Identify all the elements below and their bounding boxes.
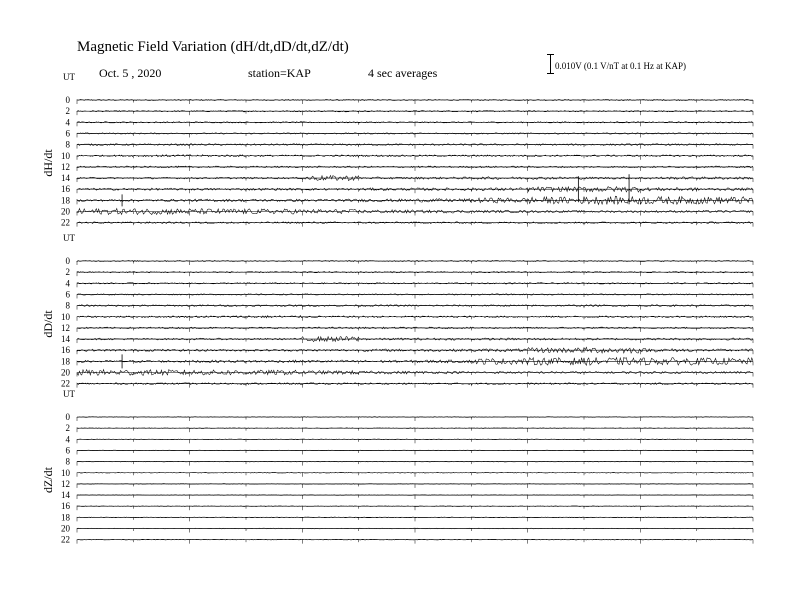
date-label: Oct. 5 , 2020 — [99, 66, 162, 80]
row-label: 20 — [61, 206, 70, 217]
row-label: 14 — [61, 334, 70, 345]
row-label: 14 — [61, 173, 70, 184]
panel-label: dZ/dt — [41, 467, 55, 493]
row-label: 0 — [65, 412, 70, 422]
ut-axis-label: UT — [63, 233, 75, 243]
row-label: 12 — [61, 322, 70, 333]
row-label: 0 — [65, 95, 70, 105]
row-label: 20 — [61, 523, 70, 534]
row-label: 22 — [61, 217, 70, 228]
chart-title: Magnetic Field Variation (dH/dt,dD/dt,dZ/dt) — [77, 39, 349, 55]
row-label: 8 — [65, 456, 70, 467]
row-label: 2 — [65, 106, 70, 117]
row-label: 12 — [61, 478, 70, 489]
row-label: 0 — [65, 256, 70, 266]
ut-axis-label: UT — [63, 389, 75, 399]
row-label: 14 — [61, 490, 70, 501]
row-label: 6 — [65, 128, 70, 139]
ut-axis-label: UT — [63, 72, 75, 82]
row-label: 8 — [65, 300, 70, 311]
row-label: 6 — [65, 445, 70, 456]
row-label: 6 — [65, 289, 70, 300]
row-label: 4 — [65, 278, 70, 289]
row-label: 22 — [61, 534, 70, 545]
panel-label: dH/dt — [41, 149, 55, 177]
row-label: 8 — [65, 139, 70, 150]
row-label: 22 — [61, 378, 70, 389]
row-label: 12 — [61, 161, 70, 172]
row-label: 4 — [65, 434, 70, 445]
panel-label: dD/dt — [41, 310, 55, 338]
row-label: 10 — [61, 467, 70, 478]
averaging-label: 4 sec averages — [368, 66, 438, 80]
row-label: 10 — [61, 150, 70, 161]
row-label: 10 — [61, 311, 70, 322]
scale-label: 0.010V (0.1 V/nT at 0.1 Hz at KAP) — [555, 61, 686, 71]
row-label: 16 — [61, 345, 70, 356]
row-label: 2 — [65, 423, 70, 434]
row-label: 18 — [61, 195, 70, 206]
row-label: 4 — [65, 117, 70, 128]
row-label: 20 — [61, 367, 70, 378]
station-label: station=KAP — [248, 66, 311, 80]
row-label: 2 — [65, 267, 70, 278]
row-label: 18 — [61, 512, 70, 523]
row-label: 18 — [61, 356, 70, 367]
row-label: 16 — [61, 184, 70, 195]
row-label: 16 — [61, 501, 70, 512]
